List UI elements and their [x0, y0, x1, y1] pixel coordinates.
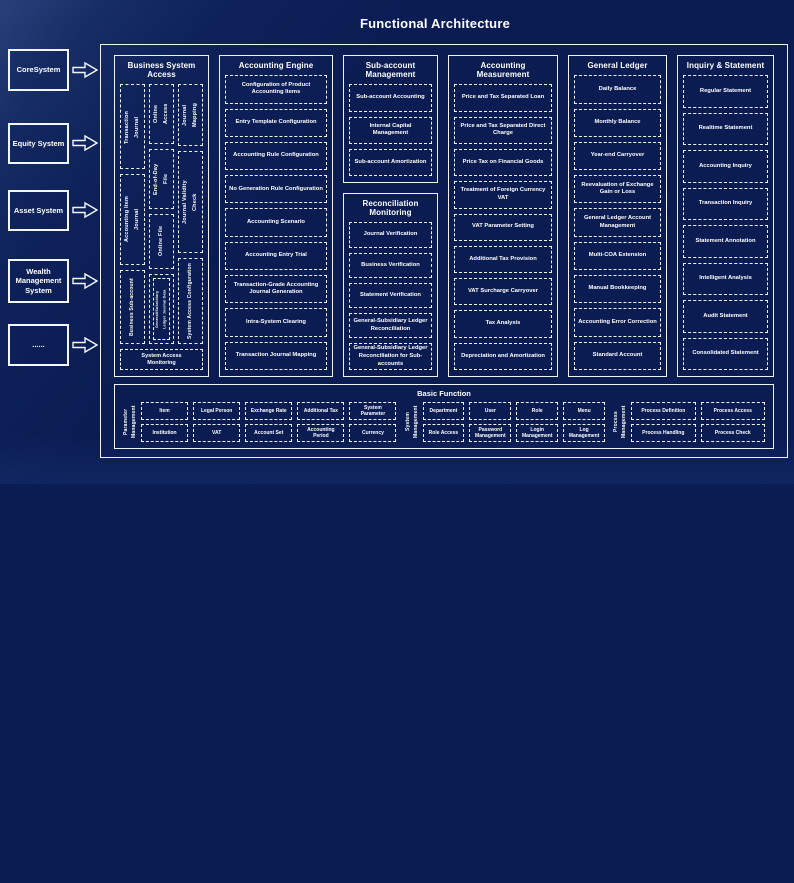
function-box: No Generation Rule Configuration — [225, 175, 327, 203]
panel-title: General Ledger — [587, 61, 648, 70]
function-box: Regular Statement — [683, 75, 768, 107]
system-box-asset: Asset System — [8, 190, 69, 231]
function-box: System Access Monitoring — [120, 349, 203, 370]
panel-accounting-engine — [219, 55, 333, 377]
bsa-grid — [120, 84, 203, 344]
function-box: Journal Verification — [349, 222, 432, 247]
function-box: Year-end Carryover — [574, 142, 661, 170]
function-box — [120, 174, 145, 265]
function-box: VAT Surcharge Carryover — [454, 278, 552, 305]
function-box: Internal Capital Management — [349, 117, 432, 144]
function-box: Item — [141, 402, 188, 420]
panel-items — [683, 75, 768, 370]
flow-arrow-icon — [72, 201, 98, 219]
function-box: General Ledger Account Management — [574, 208, 661, 236]
function-box: Process Access — [701, 402, 765, 420]
function-box: Price and Tax Separated Direct Charge — [454, 117, 552, 144]
bsa-column-3 — [178, 84, 203, 344]
panel-items — [349, 84, 432, 176]
function-box — [149, 149, 174, 209]
panel-reconciliation-monitoring — [343, 193, 438, 377]
function-box: Multi-COA Extension — [574, 242, 661, 270]
function-box — [178, 151, 203, 253]
function-box: Transaction Journal Mapping — [225, 342, 327, 370]
function-box: Transaction-Grade Accounting Journal Generation — [225, 275, 327, 303]
panel-inquiry-statement — [677, 55, 774, 377]
panel-title: Inquiry & Statement — [686, 61, 765, 70]
function-label: Online File — [157, 226, 164, 257]
function-box: Accounting Rule Configuration — [225, 142, 327, 170]
group-label-text: System Management — [404, 405, 419, 439]
system-box-more: ...... — [8, 324, 69, 366]
function-box: Institution — [141, 424, 188, 442]
function-box: Sub-account Accounting — [349, 84, 432, 111]
function-box: General-Subsidiary Ledger Reconciliation — [349, 313, 432, 338]
group-system-management — [405, 402, 606, 442]
function-label: Transaction Journal — [123, 110, 140, 144]
basic-function-groups — [123, 402, 765, 442]
function-label: Business Sub-account — [129, 278, 135, 336]
function-box: Business Verification — [349, 253, 432, 278]
function-box: Exchange Rate — [245, 402, 292, 420]
function-box: Transaction Inquiry — [683, 188, 768, 220]
function-box: Consolidated Statement — [683, 338, 768, 370]
function-box — [149, 84, 174, 144]
page-title: Functional Architecture — [359, 16, 511, 31]
function-label: General/Subsidiary Ledger Journal Data — [155, 289, 167, 329]
function-box: Statement Annotation — [683, 225, 768, 257]
function-box: Menu — [563, 402, 605, 420]
function-box: Accounting Period — [297, 424, 344, 442]
function-box: Entry Template Configuration — [225, 109, 327, 137]
panel-subaccount-management — [343, 55, 438, 183]
panel-title: Accounting Measurement — [476, 61, 530, 80]
function-box: Tax Analysis — [454, 310, 552, 337]
panel-title: Reconciliation Monitoring — [362, 199, 419, 218]
bsa-column-2 — [149, 84, 174, 344]
function-label: Online Access — [152, 104, 169, 125]
function-box: User — [469, 402, 511, 420]
system-box-equity: Equity System — [8, 123, 69, 164]
system-box-core: CoreSystem — [8, 49, 69, 91]
group-label — [123, 402, 137, 442]
function-box: Price and Tax Separated Loan — [454, 84, 552, 111]
functional-architecture-frame — [100, 44, 788, 458]
function-box: Intelligent Analysis — [683, 263, 768, 295]
function-box: Depreciation and Amortization — [454, 343, 552, 370]
panel-title: Basic Function — [417, 389, 471, 398]
function-box: Process Handling — [631, 424, 695, 442]
flow-arrow-icon — [72, 134, 98, 152]
function-box — [149, 274, 174, 344]
function-box: Account Set — [245, 424, 292, 442]
function-box — [178, 84, 203, 146]
group-parameter-management — [123, 402, 397, 442]
function-box: Statement Verification — [349, 283, 432, 308]
group-grid — [141, 402, 397, 442]
function-label: System Access Configuration — [187, 263, 193, 340]
function-box: Department — [423, 402, 465, 420]
panel-title: Accounting Engine — [238, 61, 314, 70]
function-box — [178, 258, 203, 344]
group-label — [613, 402, 627, 442]
function-box: Process Definition — [631, 402, 695, 420]
function-box: Sub-account Amortization — [349, 149, 432, 176]
function-box: Intra-System Clearing — [225, 308, 327, 336]
panel-general-ledger — [568, 55, 667, 377]
flow-arrow-icon — [72, 272, 98, 290]
panel-basic-function — [114, 384, 774, 449]
panel-items — [574, 75, 661, 370]
column-subaccount-reconciliation — [343, 55, 438, 377]
flow-arrow-icon — [72, 336, 98, 354]
function-box — [120, 270, 145, 344]
group-label-text: Process Management — [613, 405, 628, 439]
function-box: Accounting Error Correction — [574, 308, 661, 336]
function-box: VAT Parameter Setting — [454, 214, 552, 241]
function-box: General-Subsidiary Ledger Reconciliation for Sub-accounts — [349, 343, 432, 370]
bsa-column-1 — [120, 84, 145, 344]
panel-items — [349, 222, 432, 370]
function-box: Login Management — [516, 424, 558, 442]
function-box: Price Tax on Financial Goods — [454, 149, 552, 176]
function-columns — [114, 55, 774, 377]
function-box: Realtime Statement — [683, 113, 768, 145]
panel-accounting-measurement — [448, 55, 558, 377]
panel-items — [225, 75, 327, 370]
function-box: Audit Statement — [683, 300, 768, 332]
flow-arrow-icon — [72, 61, 98, 79]
function-box: Accounting Inquiry — [683, 150, 768, 182]
function-box: Currency — [349, 424, 396, 442]
function-label: End-of-Day File — [152, 163, 169, 195]
group-label-text: Parameter Management — [123, 405, 137, 439]
group-grid — [631, 402, 765, 442]
function-box: Configuration of Product Accounting Items — [225, 75, 327, 103]
panel-business-system-access — [114, 55, 209, 377]
function-box: Reevaluation of Exchange Gain or Loss — [574, 175, 661, 203]
function-box: Log Management — [563, 424, 605, 442]
function-box: Role Access — [423, 424, 465, 442]
function-box: Additional Tax Provision — [454, 246, 552, 273]
function-box: System Parameter — [349, 402, 396, 420]
function-box: Daily Balance — [574, 75, 661, 103]
panel-items — [454, 84, 552, 370]
function-box: Monthly Balance — [574, 109, 661, 137]
function-box — [120, 84, 145, 168]
function-box: Standard Account — [574, 342, 661, 370]
group-process-management — [613, 402, 765, 442]
function-label: Accounting Item Journal — [123, 196, 140, 243]
function-box: Accounting Entry Trial — [225, 242, 327, 270]
function-box: Additional Tax — [297, 402, 344, 420]
panel-title: Sub-account Management — [365, 61, 416, 80]
group-grid — [423, 402, 606, 442]
function-box: Role — [516, 402, 558, 420]
panel-title: Business System Access — [127, 61, 196, 80]
function-box: Accounting Scenario — [225, 208, 327, 236]
function-box-inner — [153, 278, 170, 340]
function-box: Treatment of Foreign Currency VAT — [454, 181, 552, 208]
function-label: Journal Mapping — [181, 103, 198, 128]
function-box — [149, 214, 174, 269]
function-label: Journal Validity Check — [181, 180, 198, 225]
function-box: Password Management — [469, 424, 511, 442]
system-box-wealth: Wealth Management System — [8, 259, 69, 303]
group-label — [405, 402, 419, 442]
function-box: VAT — [193, 424, 240, 442]
function-box: Legal Person — [193, 402, 240, 420]
function-box: Process Check — [701, 424, 765, 442]
function-box: Manual Bookkeeping — [574, 275, 661, 303]
